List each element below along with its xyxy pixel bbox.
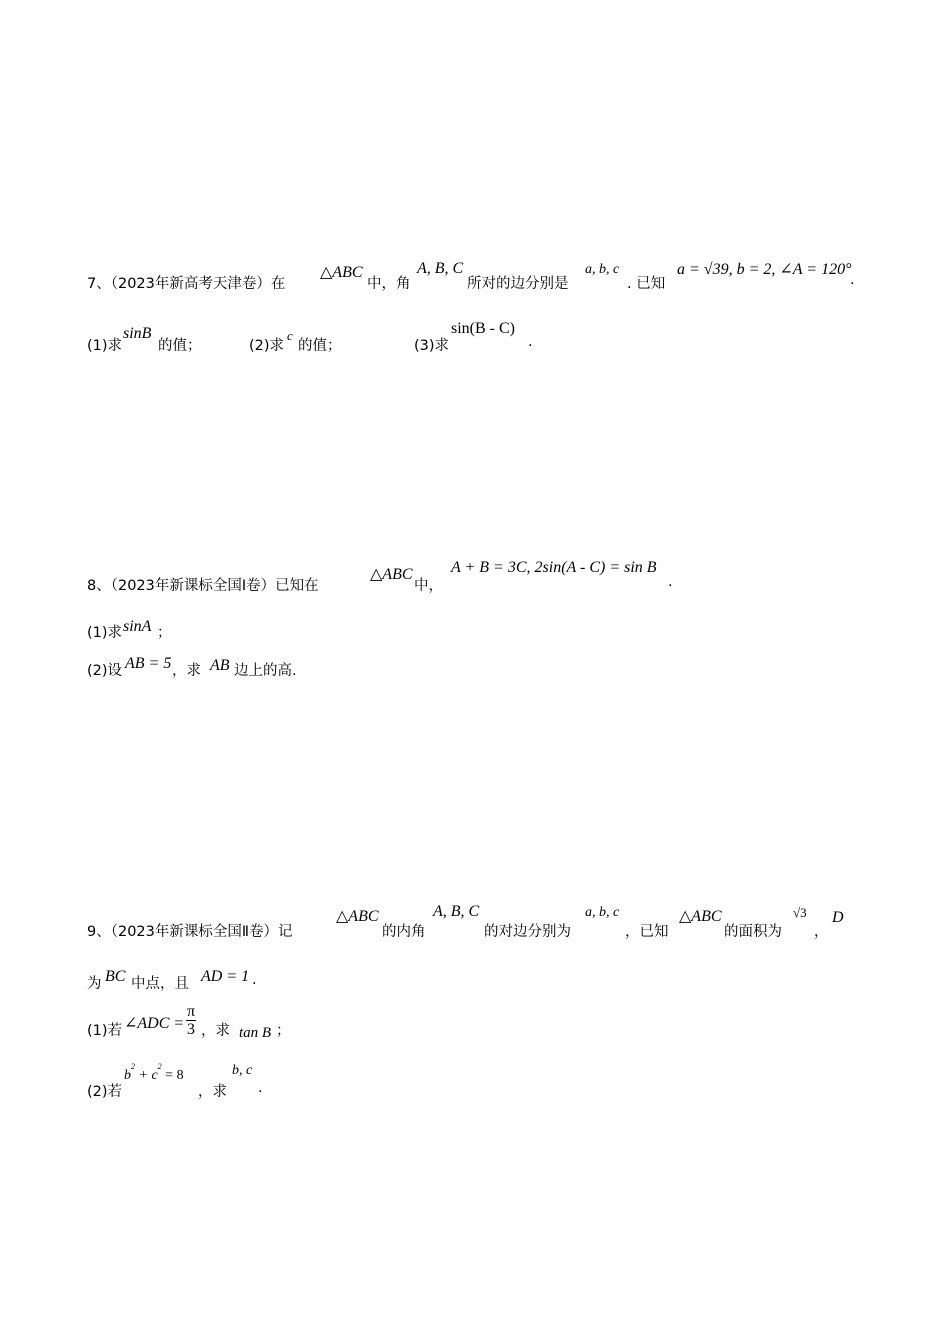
q7-stem — [87, 272, 285, 293]
q9-part1-label: (1)若 — [87, 1023, 123, 1039]
q9-part1-angle: ∠ADC = — [124, 1015, 185, 1032]
q8-part1-label: (1)求 — [87, 625, 123, 641]
q8-part2-mid: ，求 — [172, 663, 201, 679]
q9-part2-tail: . — [258, 1080, 263, 1096]
q8-part2-math: AB = 5 — [125, 655, 172, 672]
q9-b: b — [124, 1068, 131, 1083]
q7-part1-math: sinB — [123, 325, 152, 342]
q9-sides: a, b, c — [585, 905, 620, 920]
q8-part2-label: (2)设 — [87, 663, 123, 679]
q9-exp2: 2 — [157, 1062, 162, 1071]
q7-part3-label: (3)求 — [414, 338, 450, 354]
q8-text: 已知在 — [275, 578, 319, 594]
q9-plus-c: + c — [135, 1068, 158, 1083]
q7-part1-label: (1)求 — [87, 338, 123, 354]
q8-given: A + B = 3C, 2sin(A - C) = sin B — [451, 559, 657, 576]
q9-eq: = 8 — [161, 1068, 184, 1083]
q8-source: （2023年新课标全国Ⅰ卷） — [110, 578, 276, 594]
q7-part2-label: (2)求 — [249, 338, 285, 354]
q7-part2-tail: 的值； — [298, 338, 342, 354]
q8-number: 8、 — [87, 578, 111, 594]
q8-part1-math: sinA — [123, 618, 152, 635]
q9-line2-text2: 中点，且 — [131, 976, 189, 992]
q7-part1-tail: 的值； — [158, 338, 202, 354]
q9-text: 记 — [278, 924, 293, 940]
q8-part2-ab: AB — [210, 657, 230, 674]
q7-triangle: △ABC — [320, 264, 363, 281]
q7-part2-math: c — [287, 328, 293, 343]
q9-part2-math: b, c — [232, 1063, 253, 1078]
q9-fraction-den: 3 — [187, 1021, 196, 1038]
q9-part2-label: (2)若 — [87, 1084, 123, 1100]
q8-stem — [87, 574, 319, 595]
q9-number: 9、 — [87, 924, 111, 940]
q8-part2-tail: 边上的高. — [234, 663, 297, 679]
q7-source: （2023年新高考天津卷） — [110, 276, 271, 292]
q9-part1-math: tan B — [239, 1025, 272, 1041]
q9-line2-bc: BC — [105, 968, 126, 985]
q7-part3-tail: . — [528, 334, 533, 350]
q9-point-d: D — [832, 909, 844, 926]
q9-source: （2023年新课标全国Ⅱ卷） — [110, 924, 279, 940]
q7-text3: 所对的边分别是 — [467, 276, 569, 292]
q7-text2: 中，角 — [367, 276, 411, 292]
q8-text2: 中， — [414, 578, 443, 594]
q7-part3-math: sin(B - C) — [451, 320, 515, 337]
q9-part1-tail: ； — [276, 1023, 291, 1039]
q8-triangle: △ABC — [370, 566, 413, 583]
q9-area: √3 — [793, 905, 807, 920]
q7-text4: . 已知 — [627, 276, 666, 292]
q9-part1-mid: ，求 — [201, 1023, 230, 1039]
q9-angles: A, B, C — [433, 903, 480, 920]
q9-stem — [87, 920, 293, 941]
q9-part2-expr — [124, 1062, 184, 1084]
q7-given: a = √39, b = 2, ∠A = 120° — [677, 261, 852, 278]
q8-end: . — [668, 574, 673, 590]
q9-text3: 的对边分别为 — [484, 924, 571, 940]
q9-fraction-num: π — [187, 1003, 196, 1020]
q9-text4: ，已知 — [625, 924, 669, 940]
q9-exp1: 2 — [131, 1062, 135, 1071]
q9-part2-mid: ，求 — [198, 1084, 227, 1100]
q9-triangle2: △ABC — [679, 908, 722, 925]
q9-text5: 的面积为 — [724, 924, 782, 940]
q9-text6: ， — [814, 924, 829, 940]
q7-angles: A, B, C — [417, 260, 464, 277]
q9-line2-text1: 为 — [87, 976, 102, 992]
q9-part1-fraction — [186, 1003, 196, 1038]
q9-triangle: △ABC — [336, 908, 379, 925]
q7-number: 7、 — [87, 276, 111, 292]
q9-text2: 的内角 — [382, 924, 426, 940]
q8-part1-tail: ； — [157, 625, 172, 641]
q7-sides: a, b, c — [585, 262, 620, 277]
q9-line2-end: . — [252, 972, 257, 988]
q9-line2-ad: AD = 1 — [201, 968, 250, 985]
q7-text: 在 — [270, 276, 286, 292]
q7-end: . — [850, 272, 855, 288]
